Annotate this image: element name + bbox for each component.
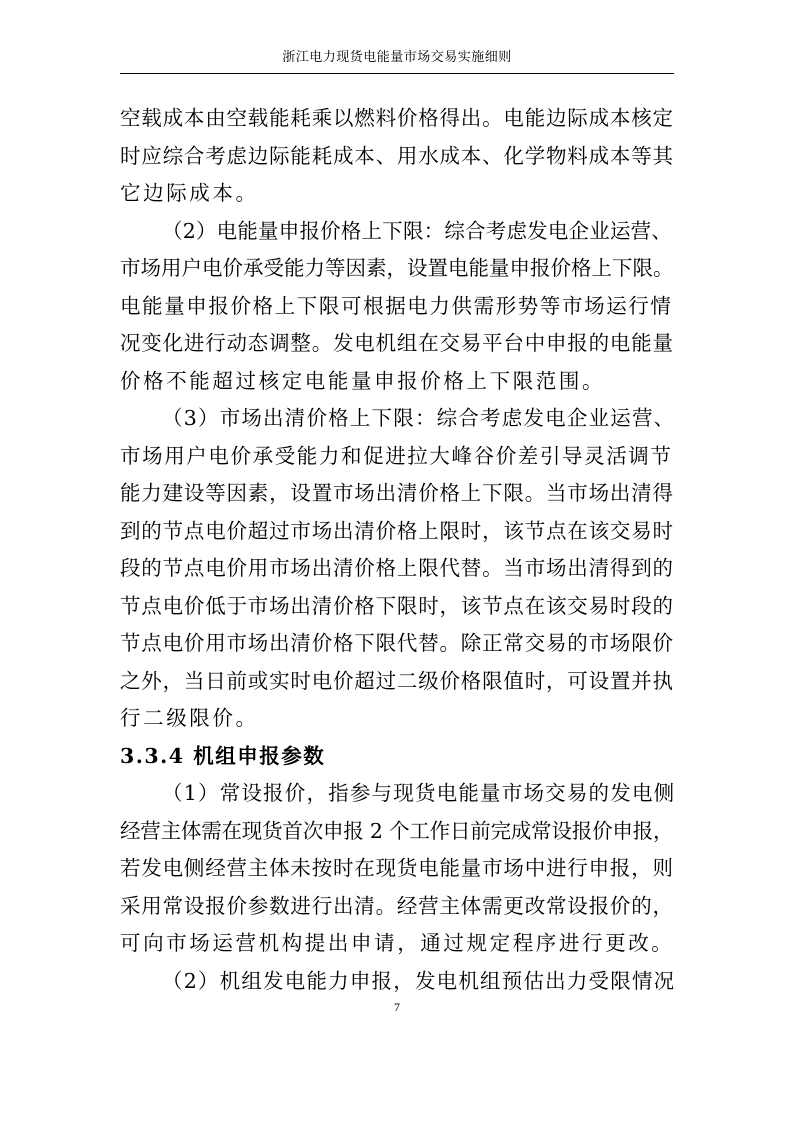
running-header: 浙江电力现货电能量市场交易实施细则: [282, 50, 512, 65]
paragraph-start-line: （3）市场出清价格上下限：综合考虑发电企业运营、: [162, 406, 676, 430]
paragraph-start-line: （2）机组发电能力申报，发电机组预估出力受限情况: [162, 969, 676, 993]
body-line: 节点电价用市场出清价格下限代替。除正常交易的市场限价: [120, 631, 674, 655]
body-line: 时应综合考虑边际能耗成本、用水成本、化学物料成本等其: [120, 144, 674, 168]
body-line: 采用常设报价参数进行出清。经营主体需更改常设报价的，: [120, 894, 674, 918]
body-line: 能力建设等因素，设置市场出清价格上下限。当市场出清得: [120, 481, 674, 505]
body-line: 它边际成本。: [120, 181, 259, 205]
page-number: 7: [394, 1000, 400, 1014]
body-line: 经营主体需在现货首次申报 2 个工作日前完成常设报价申报，: [120, 819, 674, 843]
paragraph-start-line: （1）常设报价，指参与现货电能量市场交易的发电侧: [162, 781, 676, 805]
header-rule: [120, 73, 674, 74]
body-line: 况变化进行动态调整。发电机组在交易平台中申报的电能量: [120, 331, 674, 355]
paragraph-start-line: （2）电能量申报价格上下限：综合考虑发电企业运营、: [162, 219, 673, 243]
body-line: 节点电价低于市场出清价格下限时，该节点在该交易时段的: [120, 594, 674, 618]
body-line: 市场用户电价承受能力等因素，设置电能量申报价格上下限。: [120, 256, 674, 280]
body-line: 市场用户电价承受能力和促进拉大峰谷价差引导灵活调节: [120, 444, 673, 468]
body-line: 行二级限价。: [120, 706, 259, 730]
body-line: 到的节点电价超过市场出清价格上限时，该节点在该交易时: [120, 519, 674, 543]
body-line: 可向市场运营机构提出申请，通过规定程序进行更改。: [120, 931, 675, 955]
body-line: 电能量申报价格上下限可根据电力供需形势等市场运行情: [120, 294, 673, 318]
section-heading: 3.3.4 机组申报参数: [120, 744, 326, 768]
body-line: 空载成本由空载能耗乘以燃料价格得出。电能边际成本核定: [120, 106, 674, 130]
body-line: 若发电侧经营主体未按时在现货电能量市场中进行申报，则: [120, 856, 674, 880]
body-line: 价格不能超过核定电能量申报价格上下限范围。: [120, 369, 606, 393]
body-line: 之外，当日前或实时电价超过二级价格限值时，可设置并执: [120, 669, 674, 693]
body-line: 段的节点电价用市场出清价格上限代替。当市场出清得到的: [120, 556, 674, 580]
